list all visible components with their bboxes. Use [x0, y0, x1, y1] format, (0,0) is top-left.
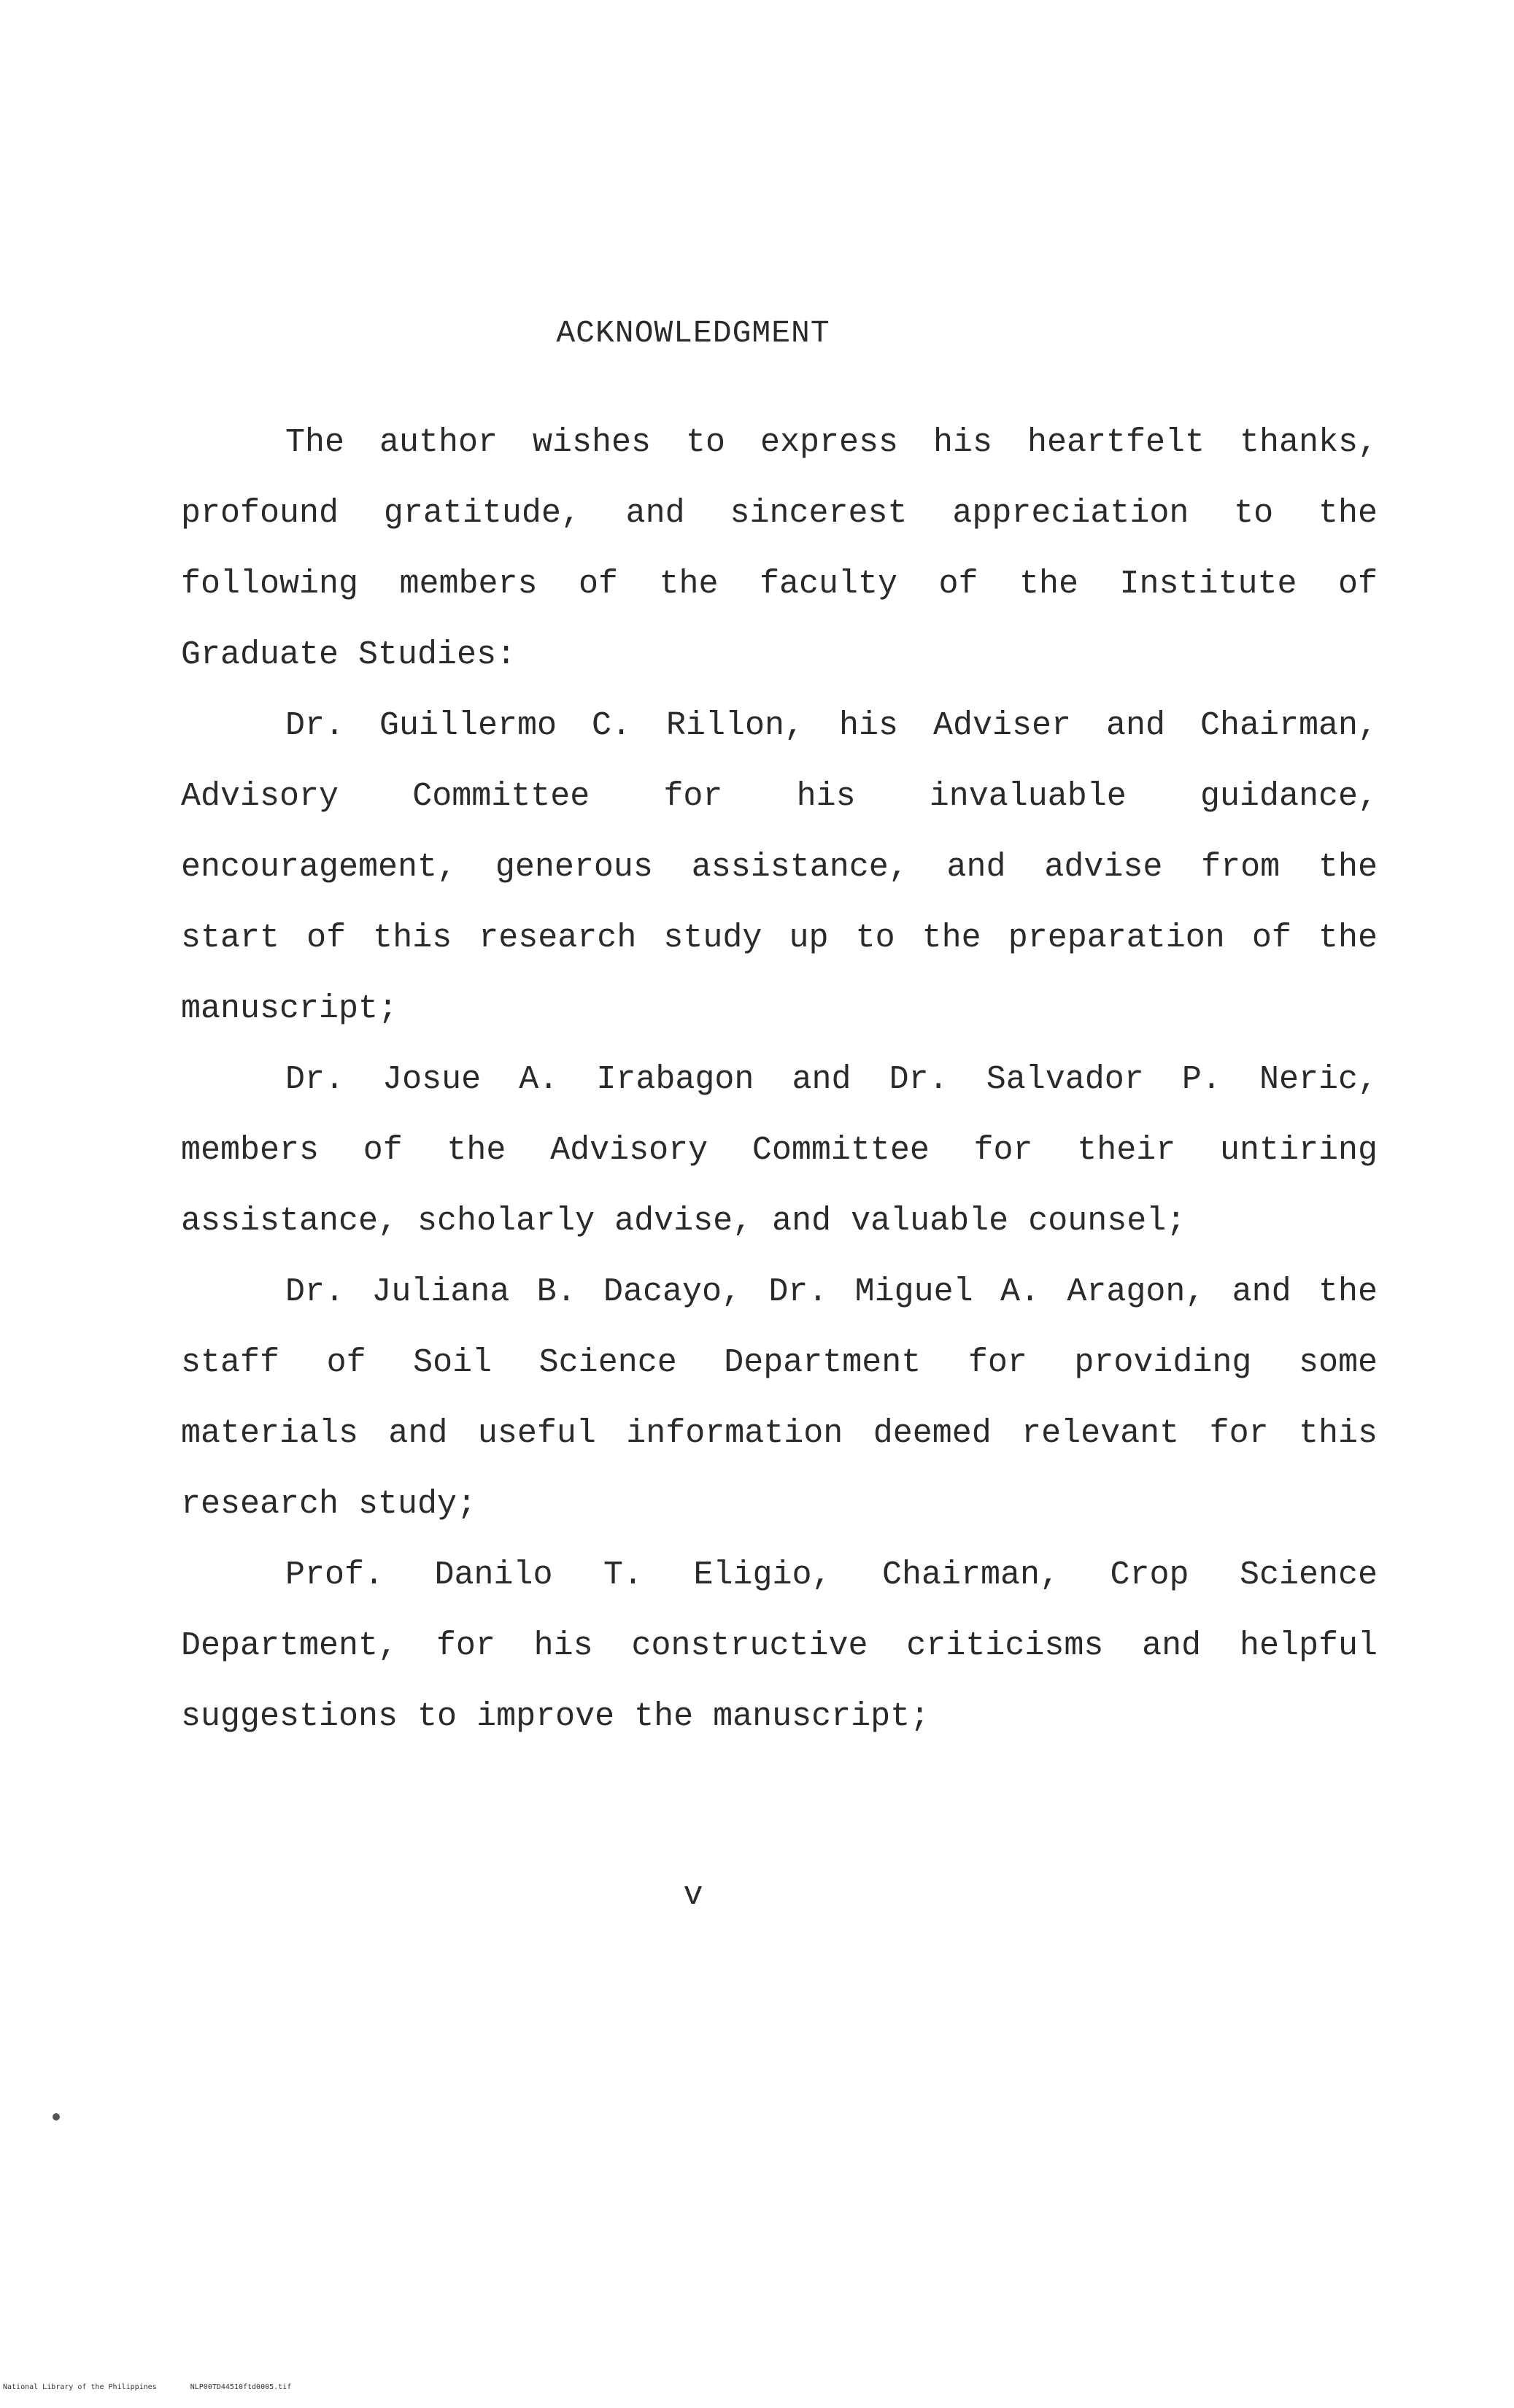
acknowledgment-body — [181, 407, 1378, 1752]
footer-library: National Library of the Philippines — [3, 2383, 157, 2391]
paragraph-crop-science: Prof. Danilo T. Eligio, Chairman, Crop Science Department, for his constructive criticisms and helpful suggestions to improve the manuscript; — [181, 1556, 1378, 1735]
paragraph-adviser: Dr. Guillermo C. Rillon, his Adviser and Chairman, Advisory Committee for his invaluable guidance, encouragement, generous assistance, and advise from the start of this research study up to the preparation of the manuscript; — [181, 707, 1378, 1027]
page-title: ACKNOWLEDGMENT — [556, 315, 830, 351]
page-number: v — [683, 1877, 703, 1914]
scan-footer — [3, 2383, 320, 2391]
paragraph-intro: The author wishes to express his heartfelt thanks, profound gratitude, and sincerest appreciation to the following members of the faculty of the Institute of Graduate Studies: — [181, 424, 1378, 674]
paragraph-advisory-committee: Dr. Josue A. Irabagon and Dr. Salvador P. Neric, members of the Advisory Committee for their untiring assistance, scholarly advise, and valuable counsel; — [181, 1061, 1378, 1240]
paragraph-soil-science: Dr. Juliana B. Dacayo, Dr. Miguel A. Aragon, and the staff of Soil Science Department for providing some materials and useful information deemed relevant for this research study; — [181, 1273, 1378, 1523]
footer-file-id: NLP00TD44510ftd0005.tif — [190, 2383, 292, 2391]
scan-speck — [53, 2113, 60, 2120]
